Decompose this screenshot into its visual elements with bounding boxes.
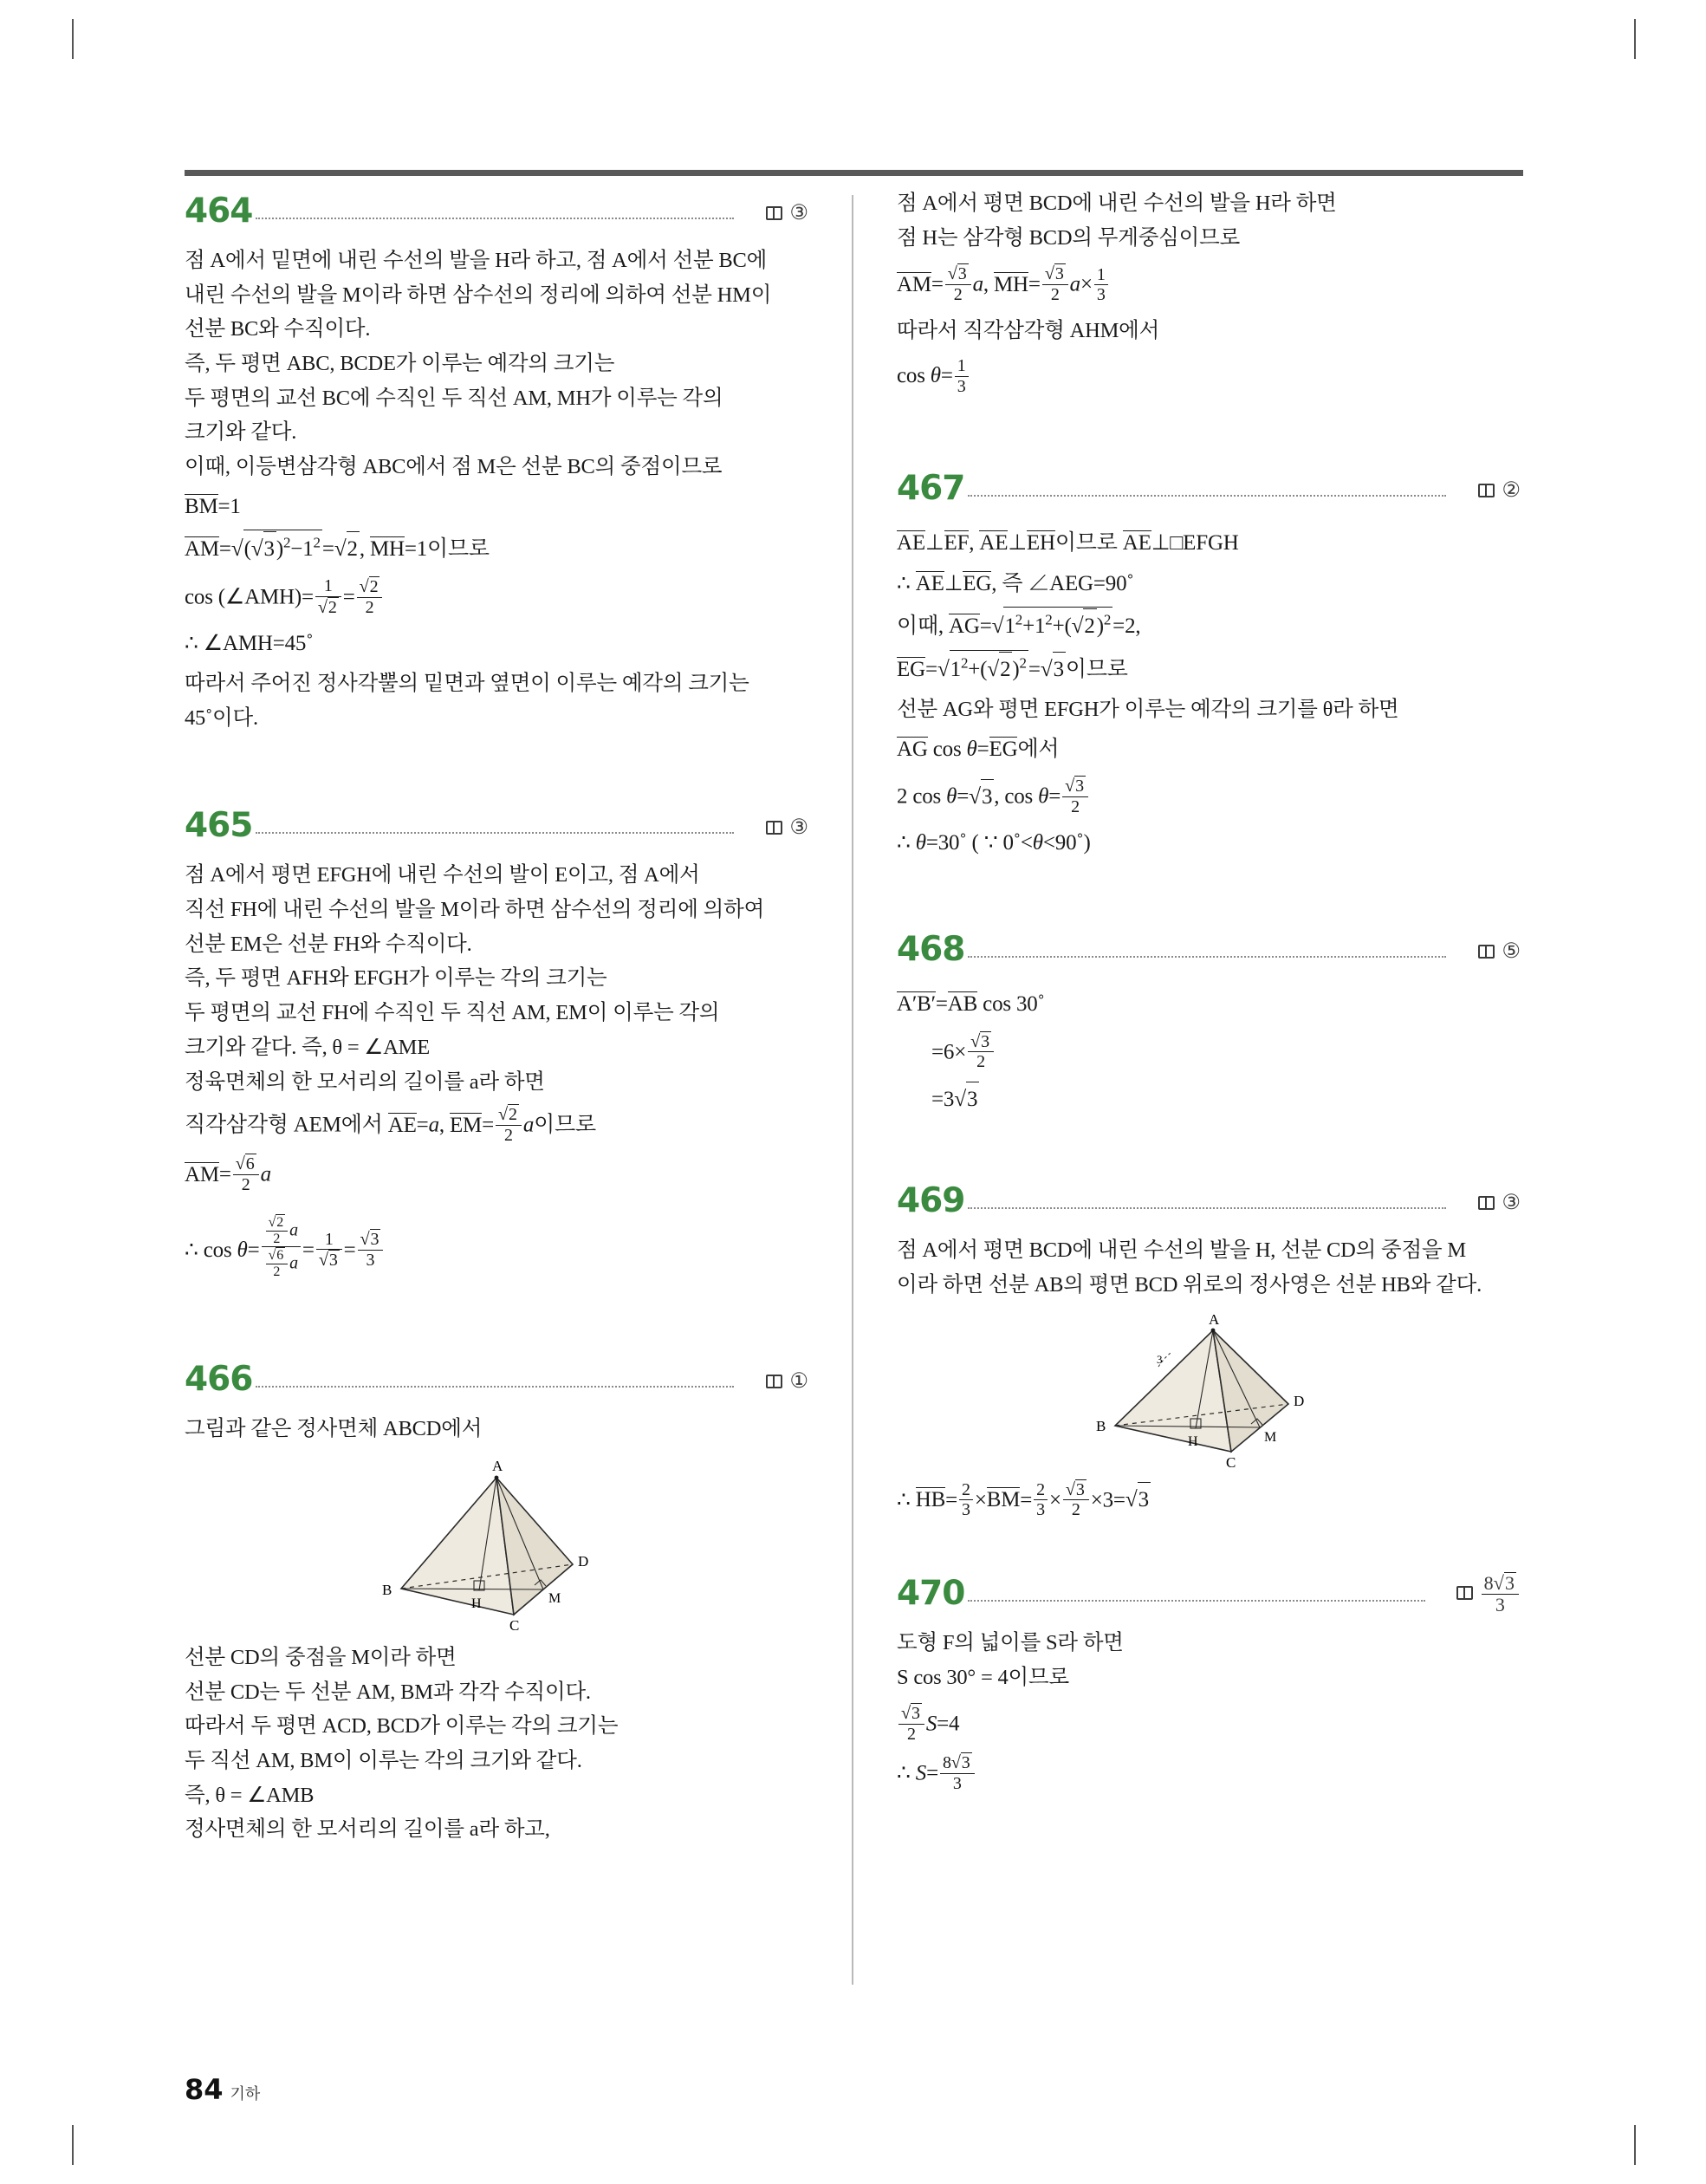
answer-value: ⑤	[1502, 940, 1521, 963]
problem-464	[185, 192, 808, 735]
text-line: 선분 CD의 중점을 M이라 하면	[185, 1645, 457, 1669]
problem-469	[897, 1181, 1521, 1520]
text-line: 점 A에서 평면 EFGH에 내린 수선의 발이 E이고, 점 A에서	[185, 863, 700, 887]
answer-value: ②	[1502, 479, 1521, 503]
problem-469-header	[897, 1181, 1521, 1233]
text-line: 45˚이다.	[185, 705, 258, 730]
equation-theta-30: ∴ θ=30˚ ( ∵ 0˚<θ<90˚)	[897, 830, 1091, 855]
problem-number: 467	[897, 469, 965, 509]
figure-tetrahedron-469	[897, 1315, 1521, 1471]
right-column	[897, 192, 1521, 1803]
problem-number: 470	[897, 1573, 965, 1613]
svg-text:M: M	[548, 1590, 561, 1606]
equation-am-mh: $AM=√(√3)^2-1^2=√2$, MH=1이므로	[185, 530, 808, 568]
equation-angle-amh: ∴ ∠AMH=45˚	[185, 631, 314, 655]
text-line: 그림과 같은 정사면체 ABCD에서	[185, 1417, 483, 1441]
svg-text:D: D	[578, 1552, 589, 1570]
equation-468-3: =3√3	[897, 1081, 1521, 1118]
problem-467-header	[897, 469, 1521, 521]
left-column	[185, 192, 808, 1847]
dot-leader	[256, 1386, 734, 1388]
svg-text:D: D	[1294, 1392, 1305, 1409]
equation-ag: 이때, $AG=√1^2+1^2+(√2)^2=2$,	[897, 607, 1521, 645]
page-subject: 기하	[230, 2085, 261, 2103]
header-rule	[185, 170, 1523, 176]
text-line: 선분 EM은 선분 FH와 수직이다.	[185, 932, 472, 956]
equation-solve-cos: 2 cos θ=√3, cos θ= $\frac{√3}{2}$	[897, 776, 1521, 816]
problem-466	[185, 1360, 808, 1847]
answer-value: ③	[789, 202, 808, 224]
dot-leader	[968, 495, 1446, 497]
text-line: 직선 FH에 내린 수선의 발을 M이라 하면 삼수선의 정리에 의하여	[185, 898, 765, 922]
problem-469-body	[897, 1233, 1521, 1520]
text-line: 크기와 같다.	[185, 420, 297, 445]
equation-cos-theta-third: cos θ= $\frac{1}{3}$	[897, 356, 1521, 396]
equation-eg: $EG=√1^2+(√2)^2=√3$이므로	[897, 650, 1521, 688]
dot-leader	[256, 218, 734, 219]
text-line: 정사면체의 한 모서리의 길이를 a라 하고,	[185, 1817, 550, 1842]
problem-465-header	[185, 806, 808, 858]
svg-text:H: H	[1188, 1433, 1198, 1449]
text-line: 선분 BC와 수직이다.	[185, 317, 371, 341]
problem-466-header	[185, 1360, 808, 1412]
equation-bm: BM=1	[185, 494, 241, 518]
tetrahedron-svg-2	[1061, 1315, 1356, 1471]
svg-text:B: B	[382, 1581, 392, 1598]
problem-470-header	[897, 1571, 1521, 1626]
svg-text:A: A	[492, 1458, 503, 1474]
book-icon	[1478, 945, 1496, 960]
answer-badge	[1478, 939, 1521, 964]
svg-text:C: C	[509, 1616, 520, 1632]
problem-470-body	[897, 1626, 1521, 1794]
equation-aem: 직각삼각형 AEM에서 AE=a, EM= $\frac{√2}{2}$ a이므로	[185, 1105, 596, 1146]
problem-464-header	[185, 192, 808, 244]
text-line: 따라서 주어진 정사각뿔의 밑면과 옆면이 이루는 예각의 크기는	[185, 672, 749, 695]
problem-467-body	[897, 526, 1521, 861]
text-line: 크기와 같다. 즉, θ = ∠AME	[185, 1035, 431, 1059]
equation-agcos: AG cos θ=EG에서	[897, 737, 1060, 761]
text-line: 즉, 두 평면 AFH와 EFGH가 이루는 각의 크기는	[185, 966, 607, 991]
answer-value: ③	[789, 816, 808, 840]
problem-467	[897, 469, 1521, 861]
text-line: 내린 수선의 발을 M이라 하면 삼수선의 정리에 의하여 선분 HM이	[185, 283, 772, 307]
text-line: S cos 30° = 4이므로	[897, 1665, 1069, 1689]
equation-perp-1: AE⊥EF, AE⊥EH이므로 AE⊥□EFGH	[897, 531, 1239, 556]
tetrahedron-svg	[349, 1459, 644, 1632]
dot-leader	[968, 1207, 1446, 1209]
problem-number: 464	[185, 192, 253, 231]
equation-cos-amh: cos (∠AMH)= $\frac{1}{√2}$ = $\frac{√2}{2}$	[185, 576, 808, 618]
text-line: 점 A에서 밑면에 내린 수선의 발을 H라 하고, 점 A에서 선분 BC에	[185, 249, 768, 272]
problem-468-header	[897, 930, 1521, 982]
dot-leader	[256, 832, 734, 834]
problem-number: 469	[897, 1181, 965, 1221]
text-line: 점 A에서 평면 BCD에 내린 수선의 발을 H, 선분 CD의 중점을 M	[897, 1238, 1466, 1263]
svg-text:H: H	[471, 1596, 482, 1611]
book-icon	[1456, 1586, 1475, 1602]
equation-ab-prime: A′B′=AB cos 30˚	[897, 992, 1045, 1016]
answer-value: ①	[789, 1370, 808, 1394]
equation-am-mh-cont: AM= $\frac{√3}{2}$ a, MH= $\frac{√3}{2}$ a× $\frac{1}{3}$	[897, 263, 1521, 304]
equation-470-1: $\frac{√3}{2}$ S=4	[897, 1703, 1521, 1744]
problem-465-body	[185, 858, 808, 1280]
answer-badge	[1478, 478, 1521, 503]
problem-468	[897, 930, 1521, 1117]
svg-text:C: C	[1226, 1453, 1236, 1471]
book-icon	[766, 206, 784, 222]
text-line: 따라서 두 평면 ACD, BCD가 이루는 각의 크기는	[185, 1714, 619, 1739]
text-line: 선분 AG와 평면 EFGH가 이루는 예각의 크기를 θ라 하면	[897, 698, 1399, 722]
problem-465	[185, 806, 808, 1280]
book-icon	[1478, 484, 1496, 499]
equation-470-2: ∴ S= $\frac{8√3}{3}$	[897, 1752, 1521, 1793]
text-line: 도형 F의 넓이를 S라 하면	[897, 1630, 1124, 1654]
equation-am: AM= $\frac{√6}{2}$ a	[185, 1154, 271, 1195]
text-line: 따라서 직각삼각형 AHM에서	[897, 318, 1160, 342]
equation-perp-2: ∴ AE⊥EG, 즉 ∠AEG=90˚	[897, 571, 1134, 595]
dot-leader	[968, 1600, 1425, 1602]
figure-tetrahedron-466	[185, 1459, 808, 1632]
equation-hb: ∴ HB= $\frac{2}{3}$ ×BM= $\frac{2}{3}$ × $\frac{√3}{2}$ ×3=√3	[897, 1479, 1149, 1520]
dot-leader	[968, 956, 1446, 958]
book-icon	[766, 821, 784, 836]
answer-badge	[766, 815, 808, 840]
text-line: 선분 CD는 두 선분 AM, BM과 각각 수직이다.	[185, 1680, 591, 1704]
problem-number: 466	[185, 1360, 253, 1400]
problem-464-body	[185, 244, 808, 735]
problem-number: 468	[897, 930, 965, 969]
text-line: 두 평면의 교선 FH에 수직인 두 직선 AM, EM이 이루는 각의	[185, 1001, 720, 1025]
problem-468-body	[897, 987, 1521, 1117]
text-line: 즉, 두 평면 ABC, BCDE가 이루는 예각의 크기는	[185, 352, 615, 376]
svg-text:A: A	[1209, 1314, 1220, 1328]
book-icon	[766, 1375, 784, 1390]
text-line: 두 직선 AM, BM이 이루는 각의 크기와 같다.	[185, 1749, 582, 1773]
text-line: 이때, 이등변삼각형 ABC에서 점 M은 선분 BC의 중점이므로	[185, 455, 723, 479]
answer-badge	[766, 200, 808, 225]
text-line: 즉, θ = ∠AMB	[185, 1783, 315, 1807]
problem-466-body	[185, 1412, 808, 1847]
svg-text:3: 3	[1157, 1352, 1163, 1366]
answer-badge	[766, 1368, 808, 1394]
answer-value: ③	[1502, 1192, 1521, 1215]
column-divider	[852, 195, 853, 1985]
text-line: 점 A에서 평면 BCD에 내린 수선의 발을 H라 하면	[897, 192, 1337, 215]
text-line: 두 평면의 교선 BC에 수직인 두 직선 AM, MH가 이루는 각의	[185, 386, 723, 410]
text-line: 점 H는 삼각형 BCD의 무게중심이므로	[897, 225, 1241, 250]
problem-470	[897, 1571, 1521, 1794]
svg-text:B: B	[1096, 1417, 1106, 1434]
book-icon	[1478, 1196, 1496, 1212]
text-line: 정육면체의 한 모서리의 길이를 a라 하면	[185, 1069, 545, 1094]
problem-number: 465	[185, 806, 253, 846]
answer-badge	[1478, 1190, 1521, 1215]
equation-cos-theta: ∴ cos θ= $\frac{√2}{2}$ a $\frac{√6}{2}$ a = $\frac{1}{√3}$ = $\frac{√3}{3}$	[185, 1214, 808, 1281]
page-footer	[185, 2073, 260, 2106]
text-line: 이라 하면 선분 AB의 평면 BCD 위로의 정사영은 선분 HB와 같다.	[897, 1272, 1482, 1297]
continuation-block	[897, 186, 1521, 396]
page-number: 84	[185, 2073, 224, 2106]
equation-468-2: =6× $\frac{√3}{2}$	[897, 1031, 1521, 1072]
answer-badge: $\frac{8√3}{3}$	[1456, 1572, 1521, 1616]
svg-text:M: M	[1264, 1429, 1277, 1445]
